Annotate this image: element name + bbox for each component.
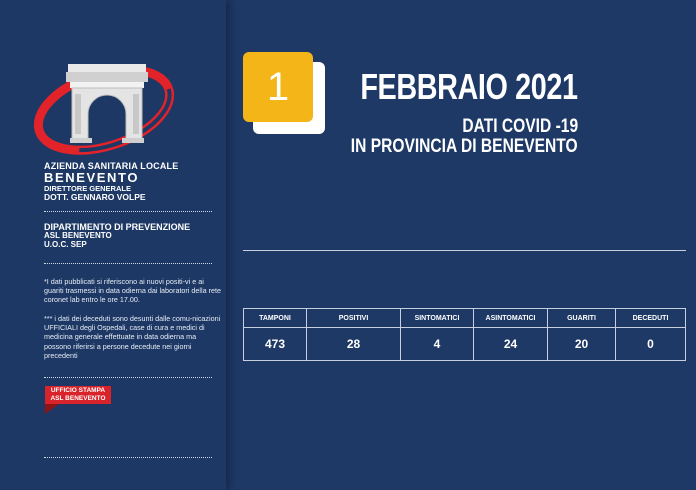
dept-line-2: ASL BENEVENTO (44, 231, 112, 241)
header-tamponi: TAMPONI (244, 309, 306, 328)
org-line-1: AZIENDA SANITARIA LOCALE (44, 161, 179, 171)
value-positivi: 28 (306, 328, 400, 360)
note-positives: *I dati pubblicati si riferiscono ai nuovi positi-vi e ai guariti trasmessi in data odierna dai laboratori della rete coronet lab entro le ore 17.00. (44, 277, 221, 305)
subtitle-1: DATI COVID -19 (462, 116, 578, 137)
subtitle-2: IN PROVINCIA DI BENEVENTO (351, 136, 578, 157)
sidebar (0, 0, 226, 490)
day-number: 1 (243, 52, 313, 122)
organization-block (44, 162, 178, 202)
divider (44, 377, 212, 378)
page-title: FEBBRAIO 2021 (360, 66, 578, 107)
divider (44, 263, 212, 264)
value-tamponi: 473 (264, 337, 286, 351)
value-asintomatici: 24 (473, 328, 547, 360)
org-line-4: DOTT. GENNARO VOLPE (44, 191, 146, 202)
value-sintomatici: 4 (400, 328, 473, 360)
stamp-line-1: UFFICIO STAMPA (50, 387, 106, 394)
note-deceased: *** i dati dei deceduti sono desunti dalle comu-nicazioni UFFICIALI degli Ospedali, case di cura e medici di medicina generale effettuate in data odierna ma possono riferirsi a persone decedute nei giorni precedenti (44, 314, 221, 360)
asl-logo-arch-icon (28, 52, 178, 160)
stamp-line-2: ASL BENEVENTO (50, 395, 106, 402)
table-header-row (244, 309, 685, 328)
org-line-3: DIRETTORE GENERALE (44, 184, 131, 194)
badge-ribbon-icon (45, 404, 59, 414)
header-sintomatici: SINTOMATICI (400, 309, 473, 328)
dept-line-3: U.O.C. SEP (44, 239, 87, 249)
department-block (44, 223, 190, 249)
value-guariti: 20 (547, 328, 615, 360)
header-guariti: GUARITI (547, 309, 615, 328)
header-positivi: POSITIVI (306, 309, 400, 328)
covid-stats-table (243, 308, 686, 361)
separator-line (243, 250, 686, 251)
dept-line-1: DIPARTIMENTO DI PREVENZIONE (44, 222, 191, 232)
divider (44, 457, 212, 458)
header-asintomatici: ASINTOMATICI (473, 309, 547, 328)
header-deceduti: DECEDUTI (615, 309, 685, 328)
divider (44, 211, 212, 212)
org-line-2: BENEVENTO (44, 170, 140, 186)
table-values-row (244, 328, 685, 360)
value-deceduti: 0 (615, 328, 685, 360)
press-office-badge (45, 386, 111, 404)
